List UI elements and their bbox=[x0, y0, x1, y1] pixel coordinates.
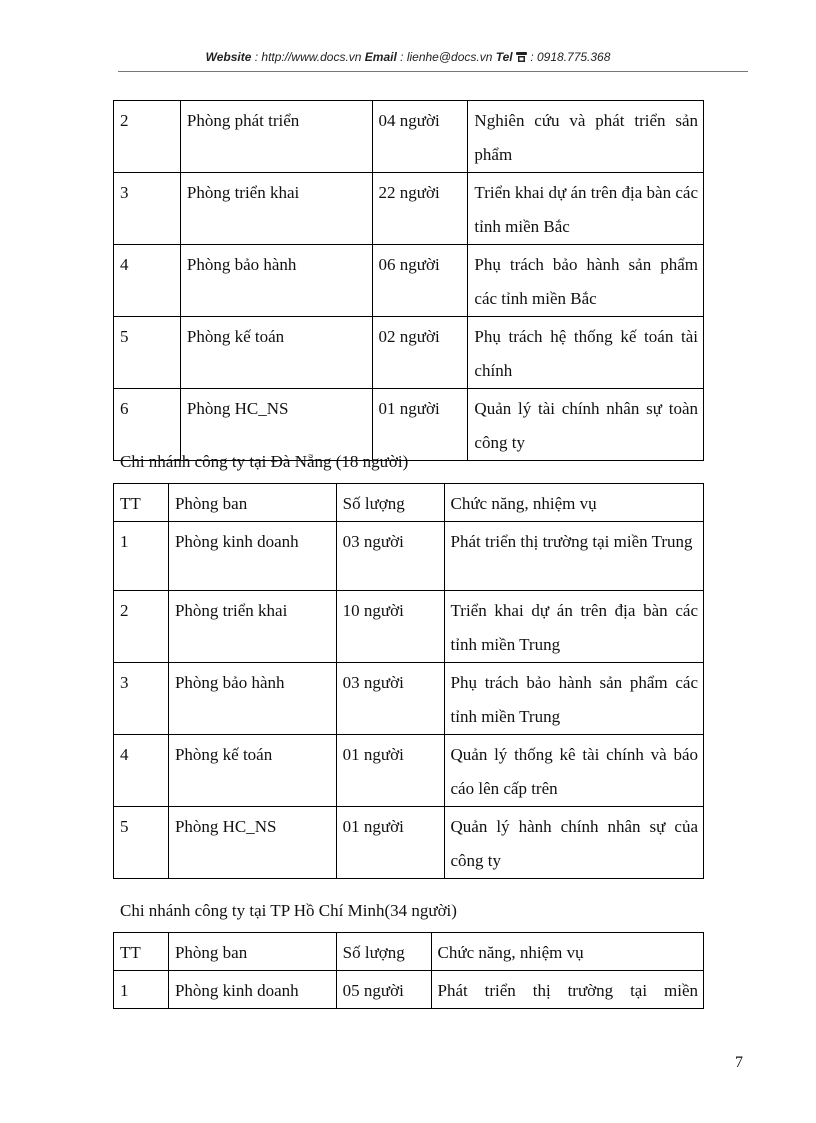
role-cell: Quản lý tài chính nhân sự toàn công ty bbox=[468, 389, 704, 461]
dept-cell: Phòng HC_NS bbox=[180, 389, 372, 461]
role-cell: Triển khai dự án trên địa bàn các tỉnh miền Bắc bbox=[468, 173, 704, 245]
role-cell: Triển khai dự án trên địa bàn các tỉnh miền Trung bbox=[444, 591, 704, 663]
count-cell: 04 người bbox=[372, 101, 468, 173]
page-number: 7 bbox=[735, 1054, 743, 1071]
table-row bbox=[114, 663, 704, 735]
header-dept: Phòng ban bbox=[168, 933, 336, 971]
dept-cell: Phòng phát triển bbox=[180, 101, 372, 173]
email-value: : lienhe@docs.vn bbox=[400, 50, 493, 64]
header-role: Chức năng, nhiệm vụ bbox=[431, 933, 703, 971]
table-row bbox=[114, 735, 704, 807]
table-row bbox=[114, 807, 704, 879]
danang-section-title: Chi nhánh công ty tại Đà Nẵng (18 người) bbox=[120, 452, 409, 471]
table-row bbox=[114, 389, 704, 461]
role-cell: Phụ trách hệ thống kế toán tài chính bbox=[468, 317, 704, 389]
count-cell: 01 người bbox=[372, 389, 468, 461]
role-cell: Nghiên cứu và phát triển sản phẩm bbox=[468, 101, 704, 173]
role-cell: Quản lý thống kê tài chính và báo cáo lên cấp trên bbox=[444, 735, 704, 807]
role-cell: Phụ trách bảo hành sản phẩm các tỉnh miền Bắc bbox=[468, 245, 704, 317]
header-count: Số lượng bbox=[336, 484, 444, 522]
count-cell: 02 người bbox=[372, 317, 468, 389]
dept-cell: Phòng triển khai bbox=[168, 591, 336, 663]
count-cell: 06 người bbox=[372, 245, 468, 317]
table-row bbox=[114, 101, 704, 173]
page-header bbox=[0, 50, 816, 64]
website-value: : http://www.docs.vn bbox=[254, 50, 362, 64]
tt-cell: 2 bbox=[114, 101, 181, 173]
danang-departments-table bbox=[113, 483, 704, 879]
hcm-departments-table bbox=[113, 932, 704, 1009]
role-cell: Phát triển thị trường tại miền bbox=[431, 971, 703, 1009]
tt-cell: 6 bbox=[114, 389, 181, 461]
role-cell: Quản lý hành chính nhân sự của công ty bbox=[444, 807, 704, 879]
tel-label: Tel bbox=[495, 50, 513, 64]
count-cell: 01 người bbox=[336, 807, 444, 879]
header-tt: TT bbox=[114, 484, 169, 522]
tt-cell: 2 bbox=[114, 591, 169, 663]
tt-cell: 3 bbox=[114, 173, 181, 245]
count-cell: 10 người bbox=[336, 591, 444, 663]
count-cell: 03 người bbox=[336, 522, 444, 591]
table-row bbox=[114, 591, 704, 663]
count-cell: 03 người bbox=[336, 663, 444, 735]
tt-cell: 1 bbox=[114, 971, 169, 1009]
dept-cell: Phòng kế toán bbox=[180, 317, 372, 389]
website-label: Website bbox=[205, 50, 252, 64]
count-cell: 01 người bbox=[336, 735, 444, 807]
table-header-row bbox=[114, 933, 704, 971]
table-row bbox=[114, 971, 704, 1009]
dept-cell: Phòng kế toán bbox=[168, 735, 336, 807]
table-row bbox=[114, 245, 704, 317]
dept-cell: Phòng kinh doanh bbox=[168, 522, 336, 591]
phone-icon bbox=[516, 50, 530, 64]
table-row bbox=[114, 173, 704, 245]
tel-value: : 0918.775.368 bbox=[530, 50, 611, 64]
tt-cell: 1 bbox=[114, 522, 169, 591]
tt-cell: 5 bbox=[114, 317, 181, 389]
tt-cell: 3 bbox=[114, 663, 169, 735]
table-row bbox=[114, 522, 704, 591]
tt-cell: 4 bbox=[114, 735, 169, 807]
role-cell: Phụ trách bảo hành sản phẩm các tỉnh miền Trung bbox=[444, 663, 704, 735]
hanoi-departments-table bbox=[113, 100, 704, 461]
dept-cell: Phòng kinh doanh bbox=[168, 971, 336, 1009]
dept-cell: Phòng HC_NS bbox=[168, 807, 336, 879]
header-dept: Phòng ban bbox=[168, 484, 336, 522]
count-cell: 22 người bbox=[372, 173, 468, 245]
role-cell: Phát triển thị trường tại miền Trung bbox=[444, 522, 704, 591]
count-cell: 05 người bbox=[336, 971, 431, 1009]
tt-cell: 5 bbox=[114, 807, 169, 879]
header-tt: TT bbox=[114, 933, 169, 971]
dept-cell: Phòng triển khai bbox=[180, 173, 372, 245]
header-role: Chức năng, nhiệm vụ bbox=[444, 484, 704, 522]
hcm-section-title: Chi nhánh công ty tại TP Hồ Chí Minh(34 người) bbox=[120, 901, 457, 920]
header-count: Số lượng bbox=[336, 933, 431, 971]
dept-cell: Phòng bảo hành bbox=[168, 663, 336, 735]
header-divider bbox=[118, 71, 748, 72]
dept-cell: Phòng bảo hành bbox=[180, 245, 372, 317]
table-header-row bbox=[114, 484, 704, 522]
email-label: Email bbox=[364, 50, 397, 64]
table-row bbox=[114, 317, 704, 389]
tt-cell: 4 bbox=[114, 245, 181, 317]
